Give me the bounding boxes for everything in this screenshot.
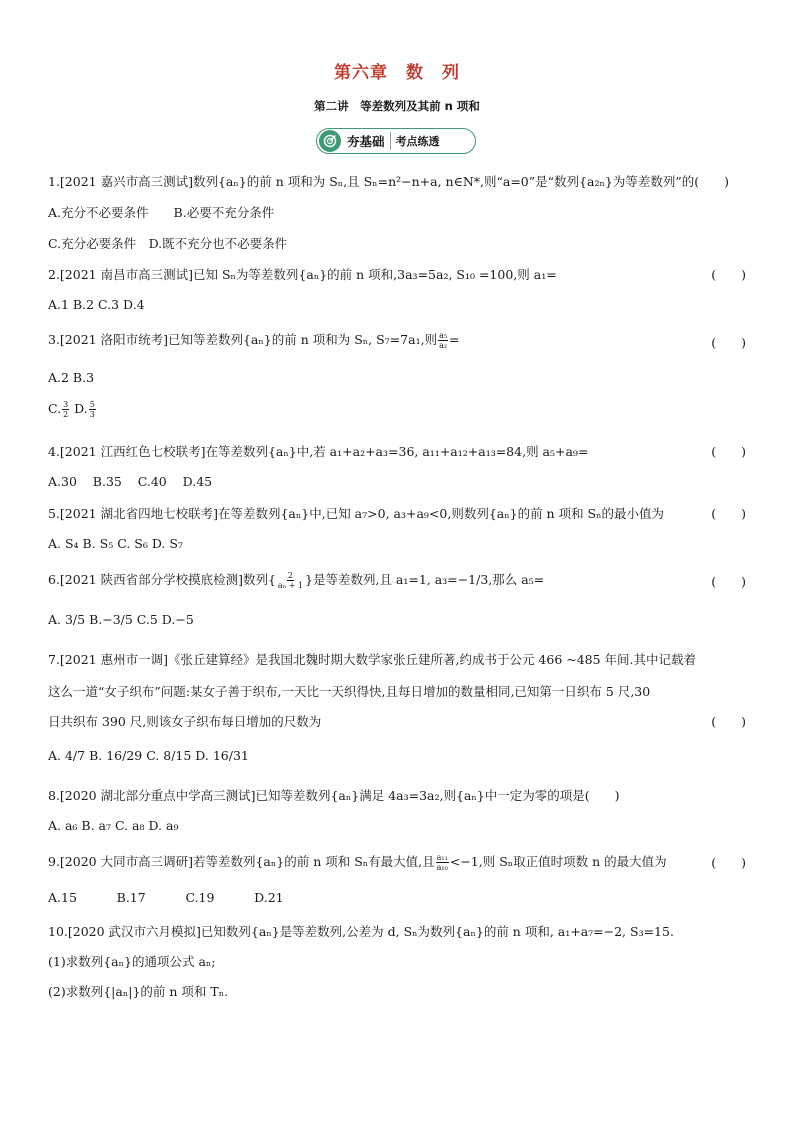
question-7-line1: 7.[2021 惠州市一调]《张丘建算经》是我国北魏时期大数学家张丘建所著,约成书于公元 466 ~485 年间.其中记载着 (48, 652, 697, 667)
question-1-options-row2 (48, 234, 287, 252)
question-9-options: A.15 B.17 C.19 D.21 (48, 890, 284, 905)
question-5-bracket: ( ) (711, 506, 746, 521)
question-3-option-d: D. (74, 401, 88, 416)
question-9-frac-den: a₁₀ (436, 863, 448, 872)
question-2-bracket: ( ) (711, 267, 746, 282)
question-3-c-num: 3 (63, 400, 69, 409)
question-6: 6.[2021 陕西省部分学校摸底检测]数列{ $\frac{2}{\text{aₙ + 1}}$ }是等差数列,且 a₁=1, a₃=−1/3,那么 a₅= (48, 571, 545, 590)
question-9-fraction (436, 853, 449, 872)
question-3-c-den: 2 (63, 410, 69, 419)
question-10-line3: (2)求数列{|aₙ|}的前 n 项和 Tₙ. (48, 984, 229, 999)
target-icon (319, 130, 341, 152)
question-3-options-row2 (48, 400, 97, 419)
question-3-option-d-fraction (89, 400, 96, 419)
question-6-frac-den: aₙ + 1 (277, 581, 304, 590)
question-4-bracket: ( ) (711, 444, 746, 459)
question-3-d-num: 5 (89, 400, 95, 409)
question-3-text: 3.[2021 洛阳市统考]已知等差数列{aₙ}的前 n 项和为 Sₙ, S₇=7a₁,则 (48, 332, 438, 347)
question-3-frac-num: a₅ (439, 331, 448, 340)
question-9-text-pre: 9.[2020 大同市高三调研]若等差数列{aₙ}的前 n 项和 Sₙ有最大值,且 (48, 854, 435, 869)
question-6-text-post: 是等差数列,且 a₁=1, a₃=−1/3,那么 a₅= (312, 572, 545, 587)
question-2-options: A.1 B.2 C.3 D.4 (48, 297, 145, 312)
question-6-bracket: ( ) (711, 574, 746, 589)
question-8-text: 8.[2020 湖北部分重点中学高三测试]已知等差数列{aₙ}满足 4a₃=3a₂,则{aₙ}中一定为零的项是( ) (48, 788, 620, 803)
question-6-fraction (277, 571, 304, 590)
question-3-option-c-fraction (62, 400, 69, 419)
question-2-text: 2.[2021 南昌市高三测试]已知 Sₙ为等差数列{aₙ}的前 n 项和,3a₃=5a₂, S₁₀ =100,则 a₁= (48, 267, 557, 282)
section-badge (316, 128, 476, 154)
question-1-options-row1 (48, 203, 274, 221)
question-1 (48, 172, 748, 190)
question-3: 3.[2021 洛阳市统考]已知等差数列{aₙ}的前 n 项和为 Sₙ, S₇=7a₁,则 $\frac{\text{a₅}}{\text{a₂}}$ = (48, 331, 460, 350)
question-4-options: A.30 B.35 C.40 D.45 (48, 474, 213, 489)
question-7-bracket: ( ) (711, 714, 746, 729)
badge-main-label: 夯基础 (347, 132, 391, 150)
question-1-source: 1.[2021 嘉兴市高三测试] (48, 174, 193, 189)
question-3-d-den: 3 (89, 410, 95, 419)
question-1-option-c: C.充分必要条件 (48, 236, 137, 251)
question-1-option-d: D.既不充分也不必要条件 (148, 236, 288, 251)
question-3-frac-den: a₂ (439, 341, 448, 350)
question-3-options-row1: A.2 B.3 (48, 370, 95, 385)
question-6-options: A. 3/5 B.−3/5 C.5 D.−5 (48, 612, 194, 627)
question-3-option-c: C. (48, 401, 62, 416)
question-1-option-a: A.充分不必要条件 (48, 205, 149, 220)
question-1-option-b: B.必要不充分条件 (173, 205, 275, 220)
lesson-title: 第二讲 等差数列及其前 n 项和 (314, 99, 480, 113)
question-3-fraction (438, 331, 448, 350)
question-9 (48, 852, 748, 872)
chapter-title: 第六章 数 列 (334, 63, 460, 83)
question-7-line2: 这么一道“女子织布”问题:某女子善于织布,一天比一天织得快,且每日增加的数量相同,已知第一日织布 5 尺,30 (48, 684, 651, 699)
question-3-bracket: ( ) (711, 335, 746, 350)
question-9-frac-num: a₁₁ (436, 853, 448, 862)
badge-sub-label: 考点练透 (395, 135, 440, 148)
question-7-options: A. 4/7 B. 16/29 C. 8/15 D. 16/31 (48, 748, 249, 763)
question-10-line2: (1)求数列{aₙ}的通项公式 aₙ; (48, 954, 216, 969)
question-9-bracket: ( ) (711, 855, 746, 870)
question-1-text: 数列{aₙ}的前 n 项和为 Sₙ,且 Sₙ=n²−n+a, n∈N*,则“a=0”是“数列{a₂ₙ}为等差数列”的( ) (192, 174, 729, 189)
question-7-line3: 日共织布 390 尺,则该女子织布每日增加的尺数为 (48, 714, 322, 729)
question-6-text-pre: 6.[2021 陕西省部分学校摸底检测]数列 (48, 572, 268, 587)
question-9-text-post: <−1,则 Sₙ取正值时项数 n 的最大值为 (449, 854, 667, 869)
question-4-text: 4.[2021 江西红色七校联考]在等差数列{aₙ}中,若 a₁+a₂+a₃=36, a₁₁+a₁₂+a₁₃=84,则 a₅+a₉= (48, 444, 589, 459)
question-5-options: A. S₄ B. S₅ C. S₆ D. S₇ (48, 536, 183, 551)
question-10-line1: 10.[2020 武汉市六月模拟]已知数列{aₙ}是等差数列,公差为 d, Sₙ为数列{aₙ}的前 n 项和, a₁+a₇=−2, S₃=15. (48, 924, 674, 939)
question-6-frac-num: 2 (287, 571, 294, 580)
question-5-text: 5.[2021 湖北省四地七校联考]在等差数列{aₙ}中,已知 a₇>0, a₃+a₉<0,则数列{aₙ}的前 n 项和 Sₙ的最小值为 (48, 506, 665, 521)
question-8-options: A. a₆ B. a₇ C. a₈ D. a₉ (48, 818, 179, 833)
